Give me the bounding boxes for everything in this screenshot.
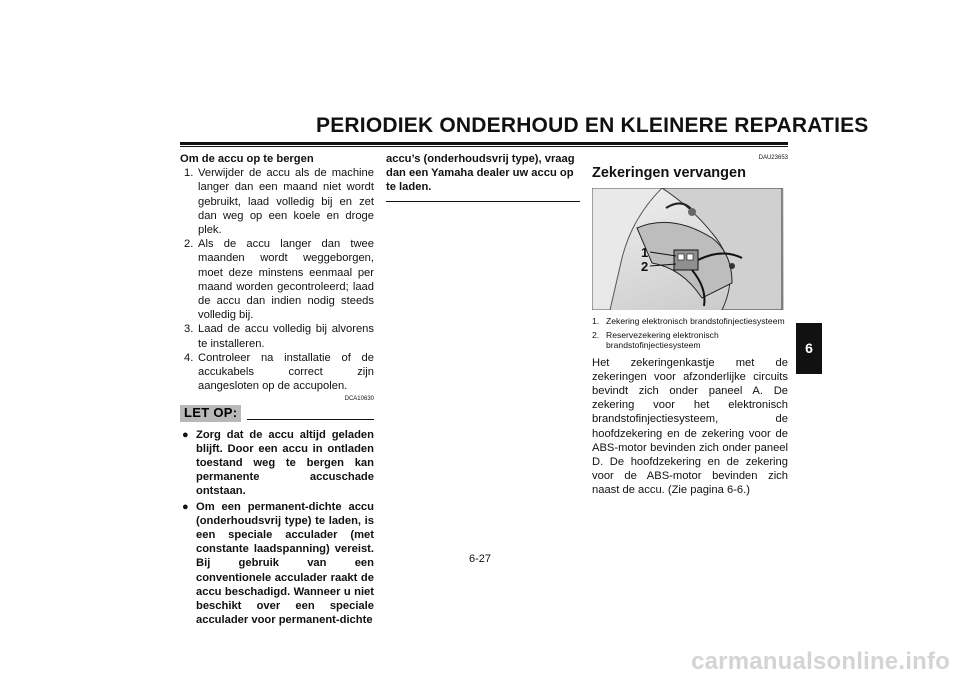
bullet-dot-icon: ● — [182, 500, 189, 513]
fuse-paragraph: Het zekeringenkastje met de zekeringen voor afzonderlijke circuits bevindt zich onder paneel A. De zekering voor het elektronisch brandstofinjectiesysteem, de hoofdzekering en de zekering voor de ABS-motor bevinden zich onder paneel D. De hoofdzekering en de zekering voor de ABS-motor bevinden zich naast de accu. (Zie pagina 6-6.) — [592, 356, 788, 497]
caption-text: Reservezekering elektronisch brandstofinjectiesysteem — [606, 329, 719, 350]
notice-bullets — [180, 428, 374, 628]
section-heading: Om de accu op te bergen — [180, 153, 314, 165]
caption-item — [592, 330, 788, 351]
notice-header — [180, 405, 374, 421]
notice-bullet — [180, 428, 374, 499]
caption-text: Zekering elektronisch brandstofinjectiesysteem — [606, 316, 785, 326]
step-number: 2. — [184, 238, 194, 251]
step-item — [180, 166, 374, 237]
caption-number: 2. — [592, 329, 600, 340]
notice-code: DCA10630 — [344, 396, 374, 403]
step-item — [180, 237, 374, 322]
step-item — [180, 351, 374, 394]
notice-bullet-text: Zorg dat de accu altijd geladen blijft. Door een accu in ontladen toestand weg te bergen kan permanente accuschade ontstaan. — [196, 428, 374, 498]
step-text: Controleer na installatie of de accukabels correct zijn aangesloten op de accupolen. — [198, 351, 374, 393]
photo-callout-1: 1 — [641, 245, 649, 260]
left-column — [180, 152, 374, 629]
notice-bullet — [180, 500, 374, 628]
photo-captions — [592, 316, 788, 351]
notice-rule — [247, 407, 374, 420]
fuse-photo-illustration — [592, 188, 784, 310]
section-code: DAU23653 — [758, 155, 788, 161]
fuse-photo — [592, 188, 784, 310]
step-text: Verwijder de accu als de machine langer dan een maand niet wordt gebruikt, laad volledig bij en zet dan weg op een koele en droge plek. — [198, 167, 374, 237]
step-number: 1. — [184, 167, 194, 180]
step-number: 3. — [184, 323, 194, 336]
chapter-tab: 6 — [796, 323, 822, 374]
middle-column — [386, 152, 580, 202]
page-number: 6-27 — [468, 553, 492, 565]
notice-end-rule — [386, 201, 580, 202]
page-header-title: PERIODIEK ONDERHOUD EN KLEINERE REPARATIES — [316, 114, 869, 137]
notice-label: LET OP: — [180, 405, 241, 421]
bullet-dot-icon: ● — [182, 428, 189, 441]
photo-callout-2: 2 — [641, 259, 649, 274]
header-rule-thin — [180, 146, 788, 147]
step-text: Laad de accu volledig bij alvorens te installeren. — [198, 323, 374, 350]
header-rule — [180, 142, 788, 145]
right-column — [592, 152, 788, 498]
watermark: carmanualsonline.info — [691, 648, 950, 675]
notice-continuation: accu’s (onderhoudsvrij type), vraag dan een Yamaha dealer uw accu op te laden. — [386, 153, 575, 194]
caption-item — [592, 316, 788, 327]
step-number: 4. — [184, 351, 194, 364]
caption-number: 1. — [592, 316, 600, 326]
notice-bullet-text: Om een permanent-dichte accu (onderhoudsvrij type) te laden, is een speciale acculader (met constante laadspanning) vereist. Bij gebruik van een conventionele acculader raakt de accu beschadigd. Wanneer u niet beschikt over een speciale acculader voor permanent-dichte — [196, 500, 374, 627]
steps-list — [180, 166, 374, 393]
step-text: Als de accu langer dan twee maanden wordt weggeborgen, moet deze minstens eenmaal per maand worden gecontroleerd; laad de accu dan indien nodig steeds volledig bij. — [198, 238, 374, 322]
section-title: Zekeringen vervangen — [592, 165, 746, 181]
step-item — [180, 322, 374, 350]
